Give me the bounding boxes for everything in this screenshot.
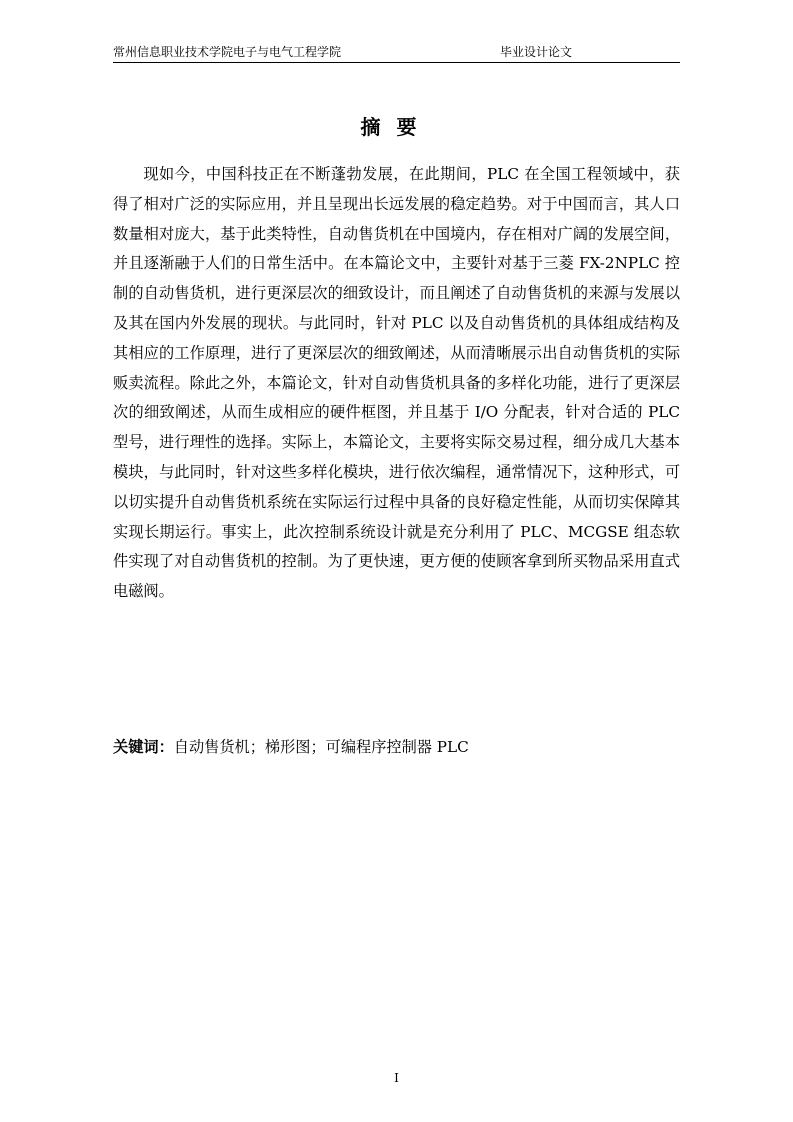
header-document-type: 毕业设计论文 bbox=[500, 45, 573, 59]
keywords-label: 关键词： bbox=[113, 738, 174, 756]
page-header bbox=[0, 44, 793, 64]
abstract-paragraph: 现如今，中国科技正在不断蓬勃发展，在此期间，PLC 在全国工程领域中，获得了相对广泛的实际应用，并且呈现出长远发展的稳定趋势。对于中国而言，其人口数量相对庞大，基于此类特性，自动售货机在中国境内，存在相对广阔的发展空间，并且逐渐融于人们的日常生活中。在本篇论文中，主要针对基于三菱 FX-2NPLC 控制的自动售货机，进行更深层次的细致设计，而且阐述了自动售货机的来源与发展以及其在国内外发展的现状。与此同时，针对 PLC 以及自动售货机的具体组成结构及其相应的工作原理，进行了更深层次的细致阐述，从而清晰展示出自动售货机的实际贩卖流程。除此之外，本篇论文，针对自动售货机具备的多样化功能，进行了更深层次的细致阐述，从而生成相应的硬件框图，并且基于 I/O 分配表，针对合适的 PLC 型号，进行理性的选择。实际上，本篇论文，主要将实际交易过程，细分成几大基本模块，与此同时，针对这些多样化模块，进行依次编程，通常情况下，这种形式，可以切实提升自动售货机系统在实际运行过程中具备的良好稳定性能，从而切实保障其实现长期运行。事实上，此次控制系统设计就是充分利用了 PLC、MCGSE 组态软件实现了对自动售货机的控制。为了更快速，更方便的使顾客拿到所买物品采用直式电磁阀。 bbox=[113, 165, 680, 601]
page-number: I bbox=[394, 1071, 399, 1085]
page-title: 摘要 bbox=[360, 115, 433, 139]
header-divider bbox=[113, 62, 680, 63]
header-school-name: 常州信息职业技术学院电子与电气工程学院 bbox=[113, 45, 342, 59]
keywords-text: 自动售货机；梯形图；可编程序控制器 PLC bbox=[173, 738, 469, 756]
keywords-line bbox=[113, 734, 680, 760]
